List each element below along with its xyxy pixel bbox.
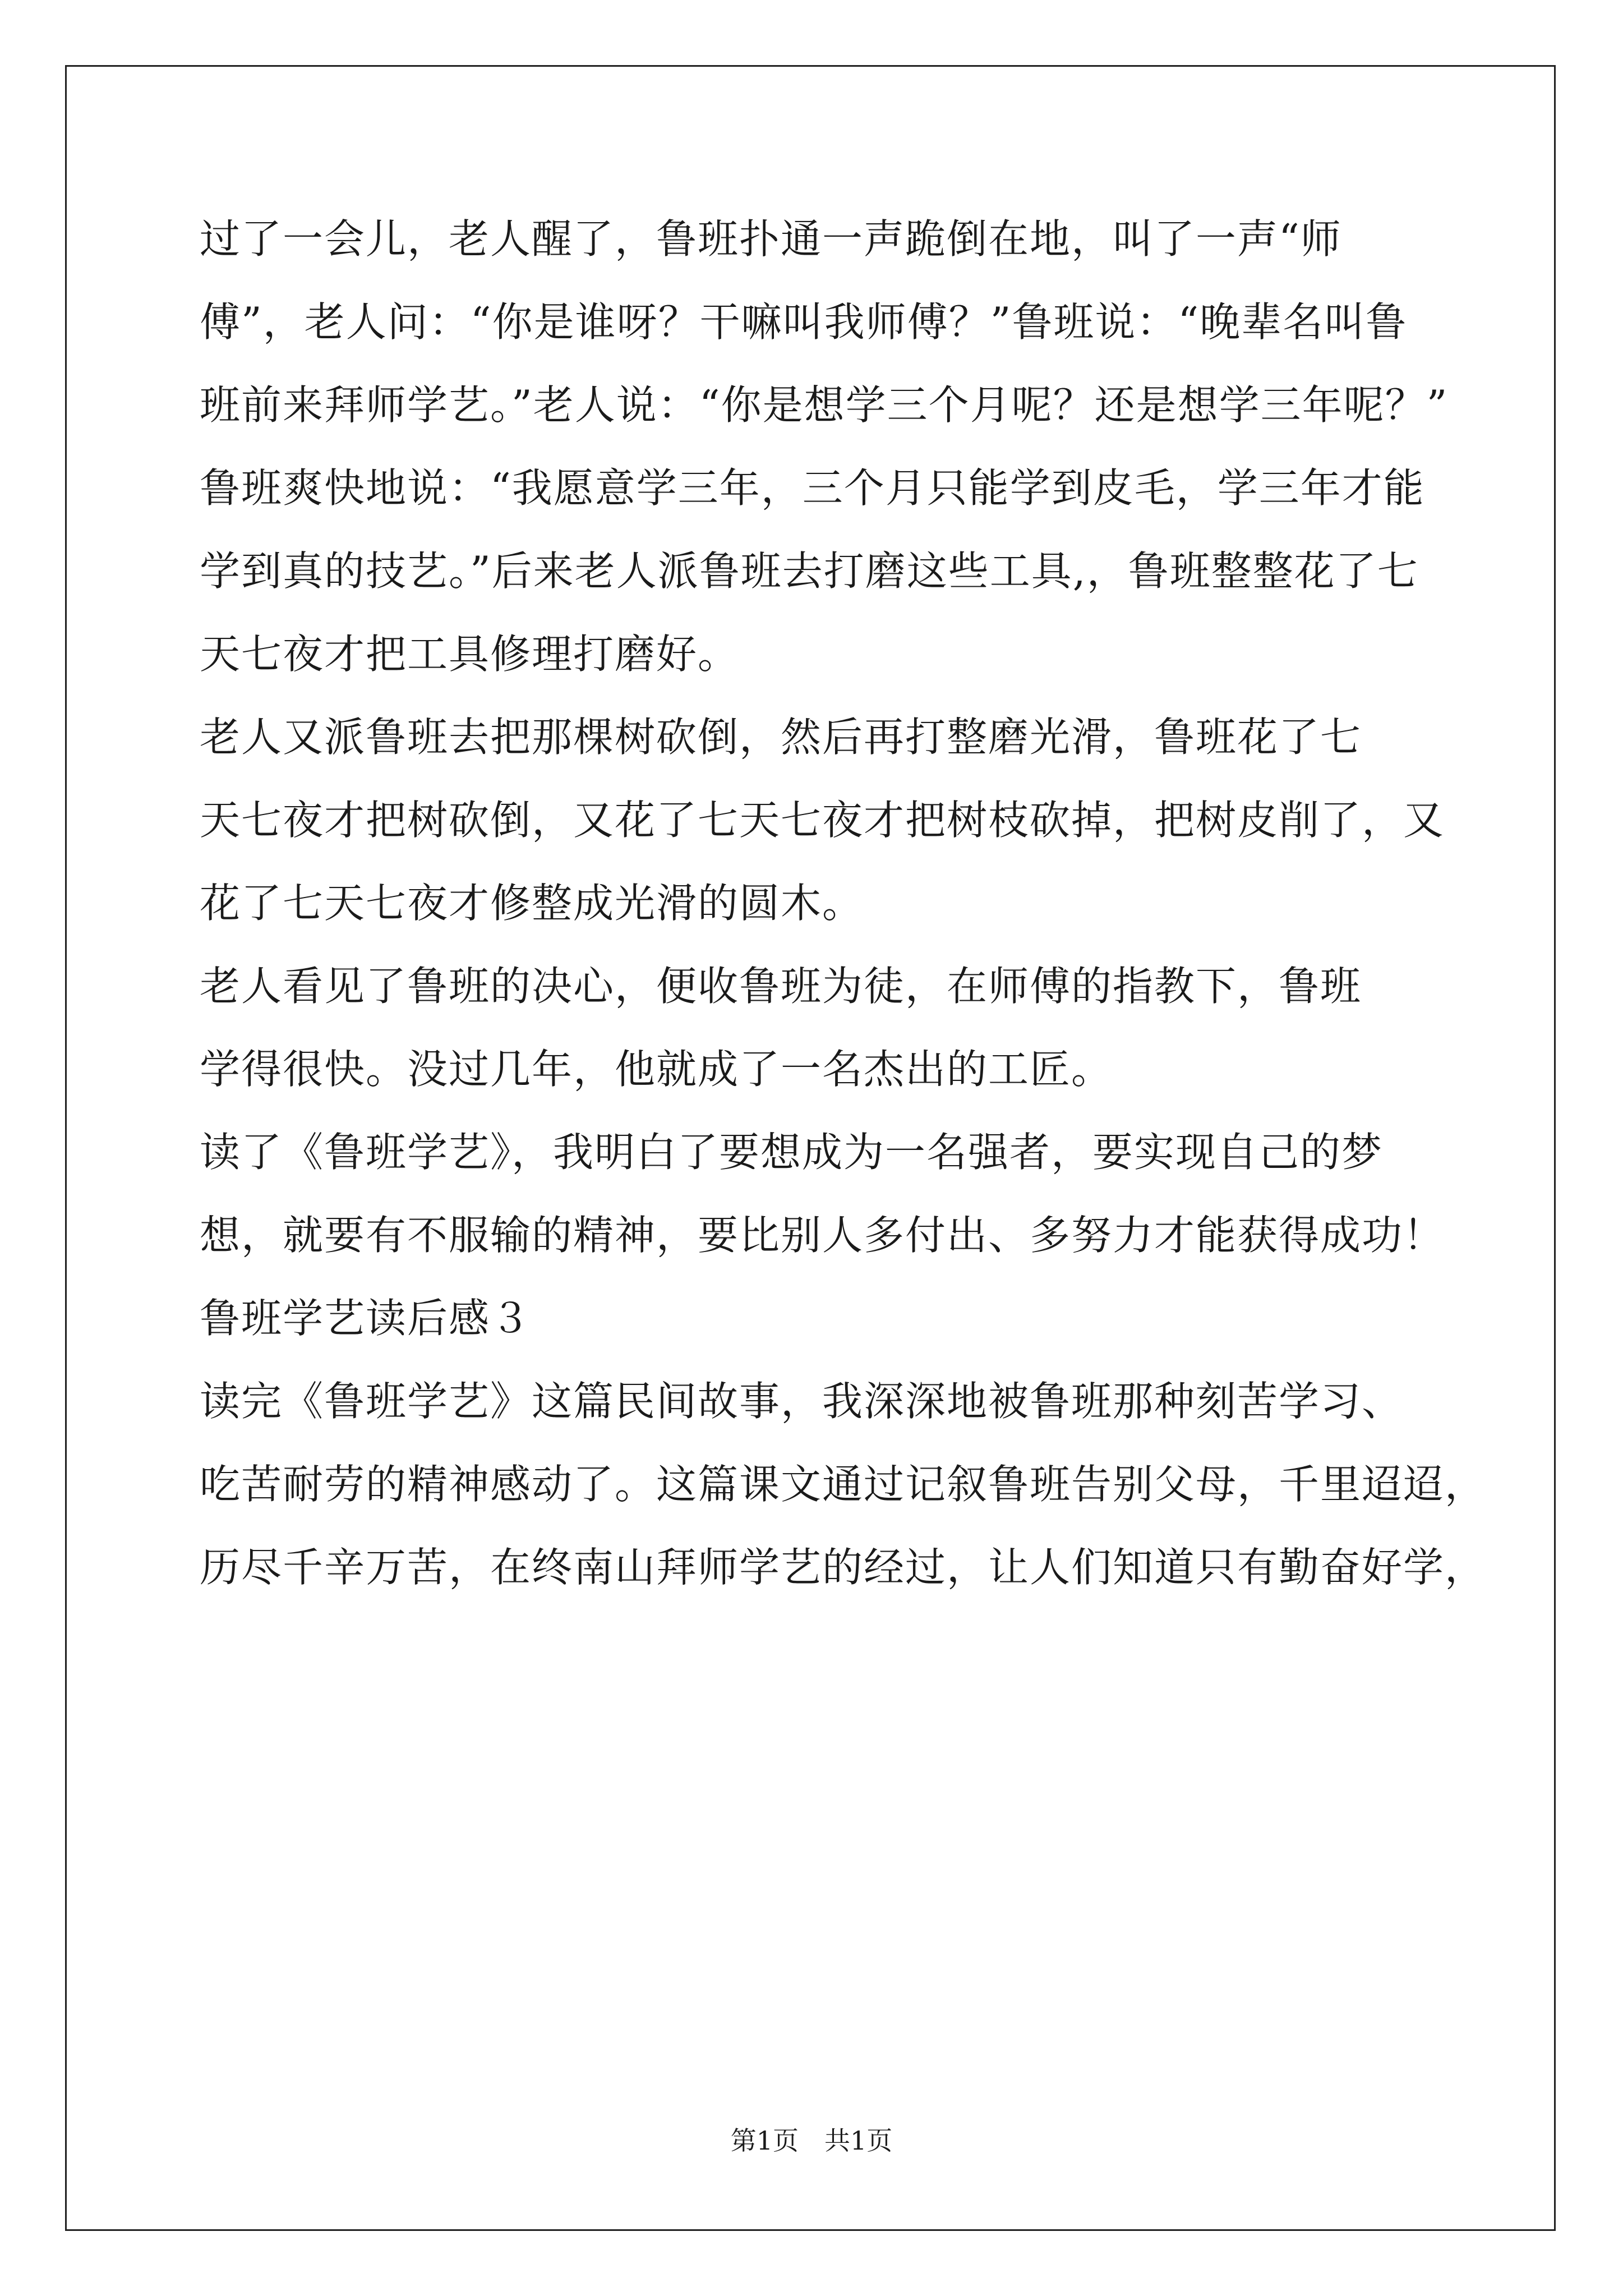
text-line: 天七夜才把树砍倒，又花了七天七夜才把树枝砍掉，把树皮削了，又 <box>200 797 1445 844</box>
page-footer: 第1页 共1页 <box>730 2125 893 2156</box>
section-heading: 鲁班学艺读后感３ <box>200 1295 532 1342</box>
text-line: 吃苦耐劳的精神感动了。这篇课文通过记叙鲁班告别父母，千里迢迢， <box>200 1461 1487 1508</box>
text-line: 班前来拜师学艺。”老人说：“你是想学三个月呢？还是想学三年呢？” <box>200 381 1449 429</box>
text-line: 学得很快。没过几年，他就成了一名杰出的工匠。 <box>200 1046 1113 1093</box>
text-line: 傅”，老人问：“你是谁呀？干嘛叫我师傅？”鲁班说：“晚辈名叫鲁 <box>200 298 1408 346</box>
text-line: 花了七天七夜才修整成光滑的圆木。 <box>200 880 864 927</box>
text-line: 老人看见了鲁班的决心，便收鲁班为徒，在师傅的指教下，鲁班 <box>200 963 1362 1010</box>
text-line: 历尽千辛万苦，在终南山拜师学艺的经过，让人们知道只有勤奋好学， <box>200 1544 1487 1591</box>
text-line: 老人又派鲁班去把那棵树砍倒，然后再打整磨光滑，鲁班花了七 <box>200 714 1362 761</box>
text-line: 鲁班爽快地说：“我愿意学三年，三个月只能学到皮毛，学三年才能 <box>200 464 1425 512</box>
text-line: 过了一会儿，老人醒了，鲁班扑通一声跪倒在地，叫了一声“师 <box>200 215 1342 263</box>
text-line: 学到真的技艺。”后来老人派鲁班去打磨这些工具,，鲁班整整花了七 <box>200 547 1419 595</box>
text-line: 天七夜才把工具修理打磨好。 <box>200 631 740 678</box>
text-line: 想，就要有不服输的精神，要比别人多付出、多努力才能获得成功！ <box>200 1212 1445 1259</box>
text-line: 读完《鲁班学艺》这篇民间故事，我深深地被鲁班那种刻苦学习、 <box>200 1378 1404 1425</box>
text-line: 读了《鲁班学艺》，我明白了要想成为一名强者，要实现自己的梦 <box>200 1129 1384 1176</box>
